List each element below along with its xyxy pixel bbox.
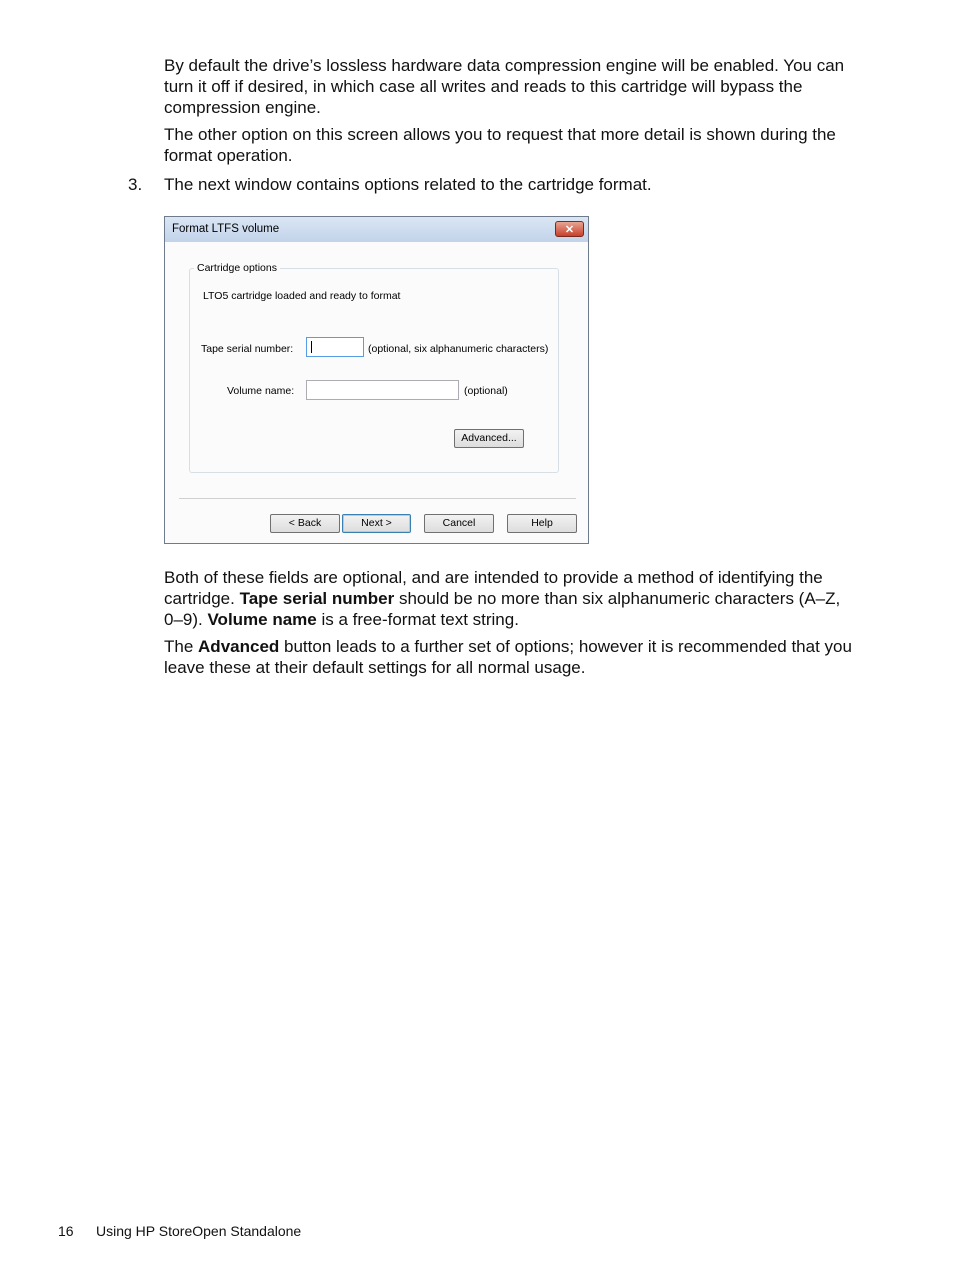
back-button[interactable]: < Back: [270, 514, 340, 533]
footer-section-title: Using HP StoreOpen Standalone: [96, 1223, 302, 1239]
paragraph-fields-optional: [164, 567, 854, 630]
paragraph-advanced-text-2: button leads to a further set of options; however it is recommended that you leave these at their default settings for all normal usage.: [164, 637, 852, 677]
dialog-titlebar: [165, 217, 588, 243]
close-icon[interactable]: ✕: [555, 221, 584, 237]
paragraph-fields-text-3: is a free-format text string.: [316, 610, 519, 629]
cancel-button[interactable]: Cancel: [424, 514, 494, 533]
paragraph-fields-text-1: Both of these fields are optional, and are intended to provide a method of identifying the cartridge.: [164, 568, 823, 608]
volume-name-hint: (optional): [464, 385, 508, 397]
tape-serial-label: Tape serial number:: [201, 343, 294, 355]
advanced-term: Advanced: [198, 637, 280, 656]
advanced-button[interactable]: Advanced...: [454, 429, 524, 448]
dialog-title: Format LTFS volume: [172, 223, 280, 235]
next-button[interactable]: Next >: [342, 514, 411, 533]
format-ltfs-dialog: [164, 216, 589, 544]
volume-name-term: Volume name: [207, 610, 317, 629]
paragraph-compression: By default the drive’s lossless hardware data compression engine will be enabled. You can turn it off if desired, in which case all writes and reads to this cartridge will bypass the compression engine.: [164, 56, 845, 117]
step-number: 3.: [128, 175, 143, 194]
help-button[interactable]: Help: [507, 514, 577, 533]
volume-name-label: Volume name:: [227, 385, 295, 397]
step-text: The next window contains options related to the cartridge format.: [164, 175, 652, 194]
page-number: 16: [58, 1223, 74, 1239]
tape-serial-input[interactable]: [306, 337, 364, 357]
text-caret: [311, 341, 312, 353]
button-separator: [179, 498, 576, 499]
tape-serial-number-term: Tape serial number: [239, 589, 395, 608]
paragraph-detail-option: The other option on this screen allows you to request that more detail is shown during the format operation.: [164, 125, 836, 165]
paragraph-advanced: [164, 636, 854, 678]
dialog-client-area: [165, 242, 588, 543]
group-label: Cartridge options: [194, 262, 280, 274]
paragraph-fields-text-2: should be no more than six alphanumeric characters (A–Z, 0–9).: [164, 589, 841, 629]
volume-name-input[interactable]: [306, 380, 459, 400]
cartridge-status-text: LTO5 cartridge loaded and ready to format: [203, 290, 401, 302]
paragraph-advanced-text-1: The: [164, 637, 199, 656]
tape-serial-hint: (optional, six alphanumeric characters): [368, 343, 549, 355]
